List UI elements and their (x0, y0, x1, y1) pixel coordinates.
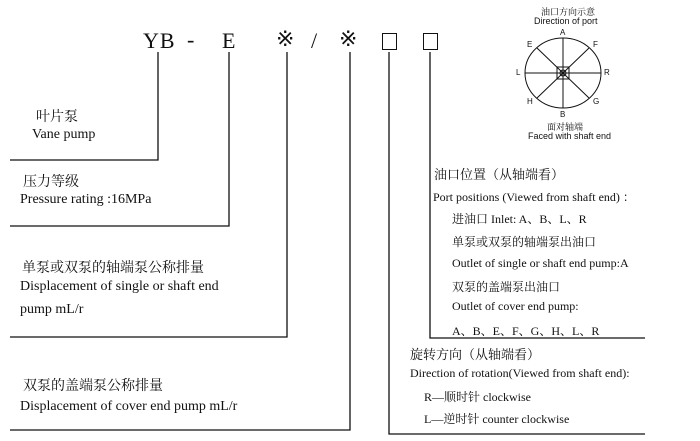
outlet-single-cn: 单泵或双泵的轴端泵出油口 (452, 235, 597, 249)
displacement-cover-cn: 双泵的盖端泵公称排量 (23, 379, 163, 394)
port-label-f: F (593, 40, 598, 49)
rotation-counter-clockwise: L—逆时针 counter clockwise (424, 412, 570, 426)
code-e: E (222, 28, 237, 53)
port-inlet: 进油口 Inlet: A、B、L、R (452, 212, 587, 226)
port-label-g: G (593, 97, 600, 106)
rotation-en: Direction of rotation(Viewed from shaft end): (410, 366, 630, 380)
code-symbol-1: ※ (276, 26, 296, 51)
outlet-cover-cn: 双泵的盖端泵出油口 (452, 280, 561, 294)
pressure-en: Pressure rating :16MPa (20, 192, 152, 207)
port-diagram-title-en: Direction of port (534, 16, 598, 26)
port-label-e: E (527, 40, 533, 49)
code-symbol-2: ※ (339, 26, 359, 51)
port-label-l: L (516, 68, 521, 77)
outlet-cover-values: A、B、E、F、G、H、L、R (452, 324, 600, 338)
displacement-single-en1: Displacement of single or shaft end (20, 279, 219, 294)
rotation-clockwise: R—顺时针 clockwise (424, 390, 531, 404)
rotation-cn: 旋转方向（从轴端看） (410, 347, 541, 362)
outlet-single-en: Outlet of single or shaft end pump:A (452, 256, 629, 270)
port-label-r: R (604, 68, 610, 77)
vane-pump-cn: 叶片泵 (36, 110, 78, 125)
displacement-single-cn: 单泵或双泵的轴端泵公称排量 (22, 261, 204, 276)
code-dash: - (187, 27, 196, 52)
port-label-a: A (560, 28, 566, 37)
code-yb: YB (143, 28, 176, 53)
port-diagram-footer-en: Faced with shaft end (528, 131, 612, 141)
vane-pump-en: Vane pump (32, 127, 96, 142)
displacement-single-en2: pump mL/r (20, 302, 84, 317)
port-label-b: B (560, 110, 566, 119)
displacement-cover-en: Displacement of cover end pump mL/r (20, 399, 238, 414)
port-positions-en: Port positions (Viewed from shaft end) ： (433, 190, 635, 204)
port-positions-cn: 油口位置（从轴端看） (434, 167, 565, 182)
port-diagram-title-cn: 油口方向示意 (541, 7, 596, 17)
code-slash: / (311, 28, 319, 53)
port-diagram-footer-cn: 面对轴端 (547, 122, 584, 132)
outlet-cover-en: Outlet of cover end pump: (452, 299, 579, 313)
pressure-cn: 压力等级 (23, 175, 79, 190)
port-label-h: H (527, 97, 533, 106)
